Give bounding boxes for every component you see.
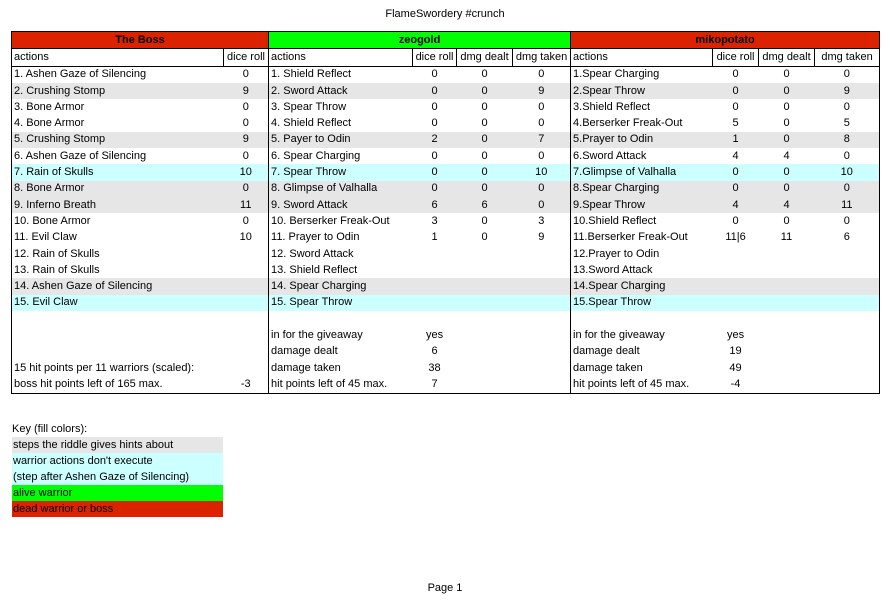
boss-summary-label: 15 hit points per 11 warriors (scaled): [12,360,224,376]
empty-cell [513,376,571,393]
empty-cell [513,360,571,376]
boss-action-cell: 12. Rain of Skulls [12,246,224,262]
warrior-action-cell: 5. Payer to Odin [269,132,413,148]
key-item: warrior actions don't execute [12,453,223,469]
key-item: dead warrior or boss [12,501,223,517]
empty-cell [513,344,571,360]
page-title: FlameSwordery #crunch [385,8,505,20]
key-item: alive warrior [12,485,223,501]
dice-roll-cell: 6 [413,197,457,213]
page-footer: Page 1 [427,582,463,594]
damage-dealt-cell [759,295,815,311]
damage-taken-cell [513,295,571,311]
damage-taken-cell: 10 [513,164,571,180]
empty-cell [815,360,880,376]
dice-roll-cell [713,246,759,262]
damage-dealt-cell [759,278,815,294]
empty-cell [457,360,513,376]
boss-dice-cell: 0 [224,66,269,83]
damage-taken-cell: 0 [513,66,571,83]
damage-taken-cell: 10 [815,164,880,180]
damage-taken-cell: 0 [815,66,880,83]
damage-taken-cell: 3 [513,213,571,229]
dice-roll-cell: 0 [732,100,739,113]
damage-dealt-cell [457,262,513,278]
dice-roll-cell [713,295,759,311]
table-row [12,148,880,164]
warrior-action-cell: 1.Spear Charging [573,68,660,81]
warrior-name-header: zeogold [269,32,571,49]
dice-roll-cell: 0 [732,214,739,227]
damage-dealt-cell: 0 [457,164,513,180]
summary-value: 6 [431,345,438,358]
dice-roll-cell: 0 [413,181,457,197]
damage-taken-cell: 0 [513,148,571,164]
column-header: actions [571,49,713,66]
key-title: Key (fill colors): [12,423,88,435]
summary-value: yes [726,328,745,341]
empty-cell [713,311,759,327]
damage-dealt-cell: 0 [759,164,815,180]
damage-dealt-cell: 0 [759,132,815,148]
warrior-action-cell: 7. Spear Throw [269,164,413,180]
empty-cell [513,311,571,327]
column-header: actions [12,49,224,66]
damage-taken-cell: 9 [815,83,880,99]
dice-roll-cell: 1 [713,132,759,148]
boss-action-cell: 14. Ashen Gaze of Silencing [12,278,224,294]
damage-taken-cell [815,295,880,311]
boss-dice-cell: 9 [224,83,269,99]
warrior-action-cell: 8. Glimpse of Valhalla [269,181,413,197]
dice-roll-cell: 0 [413,164,457,180]
table-row [12,66,880,83]
damage-dealt-cell: 0 [481,149,488,162]
damage-dealt-cell: 0 [481,100,488,113]
damage-taken-cell: 5 [815,115,880,131]
dice-roll-cell: 1 [431,231,438,244]
empty-cell [759,327,815,343]
empty-cell [815,376,880,393]
table-row [12,99,880,115]
table-row [12,164,880,180]
damage-dealt-cell: 0 [783,68,790,81]
damage-dealt-cell [759,246,815,262]
empty-cell [571,311,713,327]
dice-roll-cell: 0 [713,181,759,197]
damage-dealt-cell: 0 [481,117,488,130]
summary-label: in for the giveaway [271,328,363,341]
damage-taken-cell [513,278,571,294]
boss-action-cell: 4. Bone Armor [12,115,224,131]
table-row [12,181,880,197]
summary-value: 19 [729,345,742,358]
warrior-action-cell: 9.Spear Throw [571,197,713,213]
damage-dealt-cell: 0 [457,83,513,99]
dice-roll-cell: 0 [431,100,438,113]
boss-action-cell: 7. Rain of Skulls [12,164,224,180]
warrior-action-cell: 2. Sword Attack [269,83,413,99]
warrior-action-cell: 8.Spear Charging [571,181,713,197]
warrior-action-cell: 15.Spear Throw [571,295,713,311]
boss-action-cell: 3. Bone Armor [12,99,224,115]
boss-action-cell: 15. Evil Claw [12,295,224,311]
boss-dice-cell: 9 [224,132,269,148]
table-row [12,230,880,246]
boss-dice-cell [224,262,269,278]
warrior-action-cell: 2.Spear Throw [571,83,713,99]
empty-cell [457,344,513,360]
dice-roll-cell: 0 [732,68,739,81]
table-row [12,83,880,99]
damage-taken-cell: 11 [815,197,880,213]
boss-dice-cell: 0 [224,148,269,164]
table-row [12,197,880,213]
dice-roll-cell: 0 [431,68,438,81]
warrior-action-cell: 5.Prayer to Odin [571,132,713,148]
boss-dice-cell: 0 [224,213,269,229]
legend-key [11,421,223,515]
damage-dealt-cell: 6 [457,197,513,213]
key-item: steps the riddle gives hints about [12,437,223,453]
damage-dealt-cell: 4 [759,197,815,213]
damage-dealt-cell [759,262,815,278]
damage-dealt-cell: 0 [783,100,790,113]
dice-roll-cell: 0 [431,117,438,130]
summary-value: yes [425,328,444,341]
empty-cell [12,311,224,327]
summary-label: damage dealt [573,345,640,358]
damage-taken-cell: 9 [513,230,571,246]
table-row [12,213,880,229]
key-item: (step after Ashen Gaze of Silencing) [12,469,223,485]
boss-summary-label: boss hit points left of 165 max. [12,376,224,393]
warrior-action-cell: 9. Sword Attack [269,197,413,213]
warrior-action-cell: 1. Shield Reflect [271,68,352,81]
damage-dealt-cell [457,295,513,311]
warrior-action-cell: 15. Spear Throw [269,295,413,311]
boss-action-cell: 6. Ashen Gaze of Silencing [12,148,224,164]
column-header: dmg taken [513,49,571,66]
dice-roll-cell: 0 [713,83,759,99]
dice-roll-cell [713,278,759,294]
empty-cell [759,360,815,376]
column-header: dmg taken [815,49,880,66]
warrior-action-cell: 12. Sword Attack [271,247,354,260]
boss-dice-cell: 11 [224,197,269,213]
summary-value: 49 [729,361,742,374]
warrior-action-cell: 4.Berserker Freak-Out [573,117,683,130]
boss-action-cell: 2. Crushing Stomp [12,83,224,99]
summary-label: damage taken [271,361,341,374]
damage-dealt-cell: 0 [481,231,488,244]
dice-roll-cell: 0 [413,83,457,99]
damage-taken-cell [815,262,880,278]
summary-value: -4 [713,376,759,393]
damage-taken-cell: 9 [513,83,571,99]
empty-cell [224,360,269,376]
column-header: dmg dealt [759,49,815,66]
warrior-name-header: mikopotato [571,32,880,49]
empty-cell [815,344,880,360]
boss-action-cell: 5. Crushing Stomp [12,132,224,148]
boss-dice-cell [224,246,269,262]
warrior-action-cell: 10.Shield Reflect [573,214,657,227]
damage-dealt-cell [457,278,513,294]
warrior-action-cell: 13. Shield Reflect [271,263,358,276]
table-row [12,295,880,311]
table-row [12,115,880,131]
damage-dealt-cell: 0 [759,83,815,99]
summary-label: damage dealt [271,345,338,358]
summary-label: hit points left of 45 max. [269,376,413,393]
boss-action-cell: 11. Evil Claw [12,230,224,246]
warrior-action-cell: 7.Glimpse of Valhalla [571,164,713,180]
dice-roll-cell: 4 [732,149,739,162]
table-row [12,262,880,278]
dice-roll-cell [713,262,759,278]
warrior-action-cell: 11.Berserker Freak-Out [573,231,688,244]
column-header: dice roll [713,49,759,66]
warrior-action-cell: 3. Spear Throw [271,100,347,113]
dice-roll-cell: 0 [713,164,759,180]
warrior-action-cell: 12.Prayer to Odin [573,247,660,260]
empty-cell [759,376,815,393]
damage-taken-cell: 0 [513,115,571,131]
damage-dealt-cell: 0 [457,181,513,197]
damage-taken-cell: 7 [513,132,571,148]
warrior-action-cell: 6.Sword Attack [573,149,647,162]
dice-roll-cell: 0 [431,149,438,162]
boss-name-header: The Boss [12,32,269,49]
damage-dealt-cell: 0 [783,117,790,130]
boss-dice-cell [224,295,269,311]
damage-taken-cell [815,278,880,294]
boss-dice-cell: 0 [224,181,269,197]
boss-action-cell: 10. Bone Armor [12,213,224,229]
warrior-action-cell: 13.Sword Attack [573,263,653,276]
dice-roll-cell: 2 [413,132,457,148]
damage-taken-cell: 6 [815,230,880,246]
damage-dealt-cell: 0 [783,214,790,227]
column-header: dice roll [224,49,269,66]
dice-roll-cell [413,295,457,311]
summary-label: in for the giveaway [573,328,665,341]
empty-cell [457,376,513,393]
boss-action-cell: 9. Inferno Breath [12,197,224,213]
damage-taken-cell: 0 [815,99,880,115]
boss-dice-cell: 0 [224,115,269,131]
damage-taken-cell: 0 [513,99,571,115]
empty-cell [12,344,224,360]
damage-dealt-cell: 11 [780,231,793,244]
warrior-action-cell: 10. Berserker Freak-Out [271,214,390,227]
empty-cell [759,311,815,327]
dice-roll-cell [413,278,457,294]
column-header: actions [269,49,413,66]
boss-dice-cell: 10 [224,230,269,246]
empty-cell [513,327,571,343]
damage-dealt-cell [457,246,513,262]
warrior-action-cell: 11. Prayer to Odin [271,231,360,244]
boss-action-cell: 1. Ashen Gaze of Silencing [12,66,224,83]
column-header: dice roll [413,49,457,66]
damage-taken-cell: 0 [815,213,880,229]
damage-taken-cell: 0 [513,197,571,213]
damage-taken-cell: 0 [815,148,880,164]
warrior-action-cell: 14. Spear Charging [269,278,413,294]
damage-taken-cell [513,262,571,278]
boss-dice-cell: 10 [224,164,269,180]
dice-roll-cell: 4 [713,197,759,213]
empty-cell [224,344,269,360]
summary-label: damage taken [573,361,643,374]
boss-action-cell: 13. Rain of Skulls [12,262,224,278]
dice-roll-cell [413,262,457,278]
damage-dealt-cell: 0 [481,68,488,81]
empty-cell [413,311,457,327]
damage-dealt-cell: 0 [759,181,815,197]
damage-taken-cell: 0 [513,181,571,197]
warrior-action-cell: 14.Spear Charging [571,278,713,294]
boss-dice-cell [224,278,269,294]
table-row [12,246,880,262]
empty-cell [815,327,880,343]
dice-roll-cell: 11|6 [725,231,746,244]
column-header: dmg dealt [457,49,513,66]
damage-taken-cell [815,246,880,262]
empty-cell [224,327,269,343]
warrior-action-cell: 6. Spear Charging [271,149,361,162]
empty-cell [269,311,413,327]
battle-sheet [11,31,880,394]
warrior-action-cell: 4. Shield Reflect [271,117,352,130]
boss-dice-cell: 0 [224,99,269,115]
table-row [12,278,880,294]
empty-cell [815,311,880,327]
empty-cell [457,327,513,343]
damage-taken-cell: 8 [815,132,880,148]
damage-dealt-cell: 0 [457,132,513,148]
dice-roll-cell: 5 [732,117,739,130]
table-row [12,132,880,148]
empty-cell [224,311,269,327]
empty-cell [457,311,513,327]
damage-taken-cell: 0 [815,181,880,197]
damage-dealt-cell: 4 [783,149,790,162]
summary-value: 7 [413,376,457,393]
boss-action-cell: 8. Bone Armor [12,181,224,197]
summary-value: 38 [428,361,441,374]
summary-label: hit points left of 45 max. [571,376,713,393]
empty-cell [759,344,815,360]
dice-roll-cell: 3 [431,214,438,227]
damage-dealt-cell: 0 [481,214,488,227]
damage-taken-cell [513,246,571,262]
empty-cell [12,327,224,343]
warrior-action-cell: 3.Shield Reflect [573,100,651,113]
boss-hp-left-value: -3 [224,376,269,393]
dice-roll-cell [413,246,457,262]
